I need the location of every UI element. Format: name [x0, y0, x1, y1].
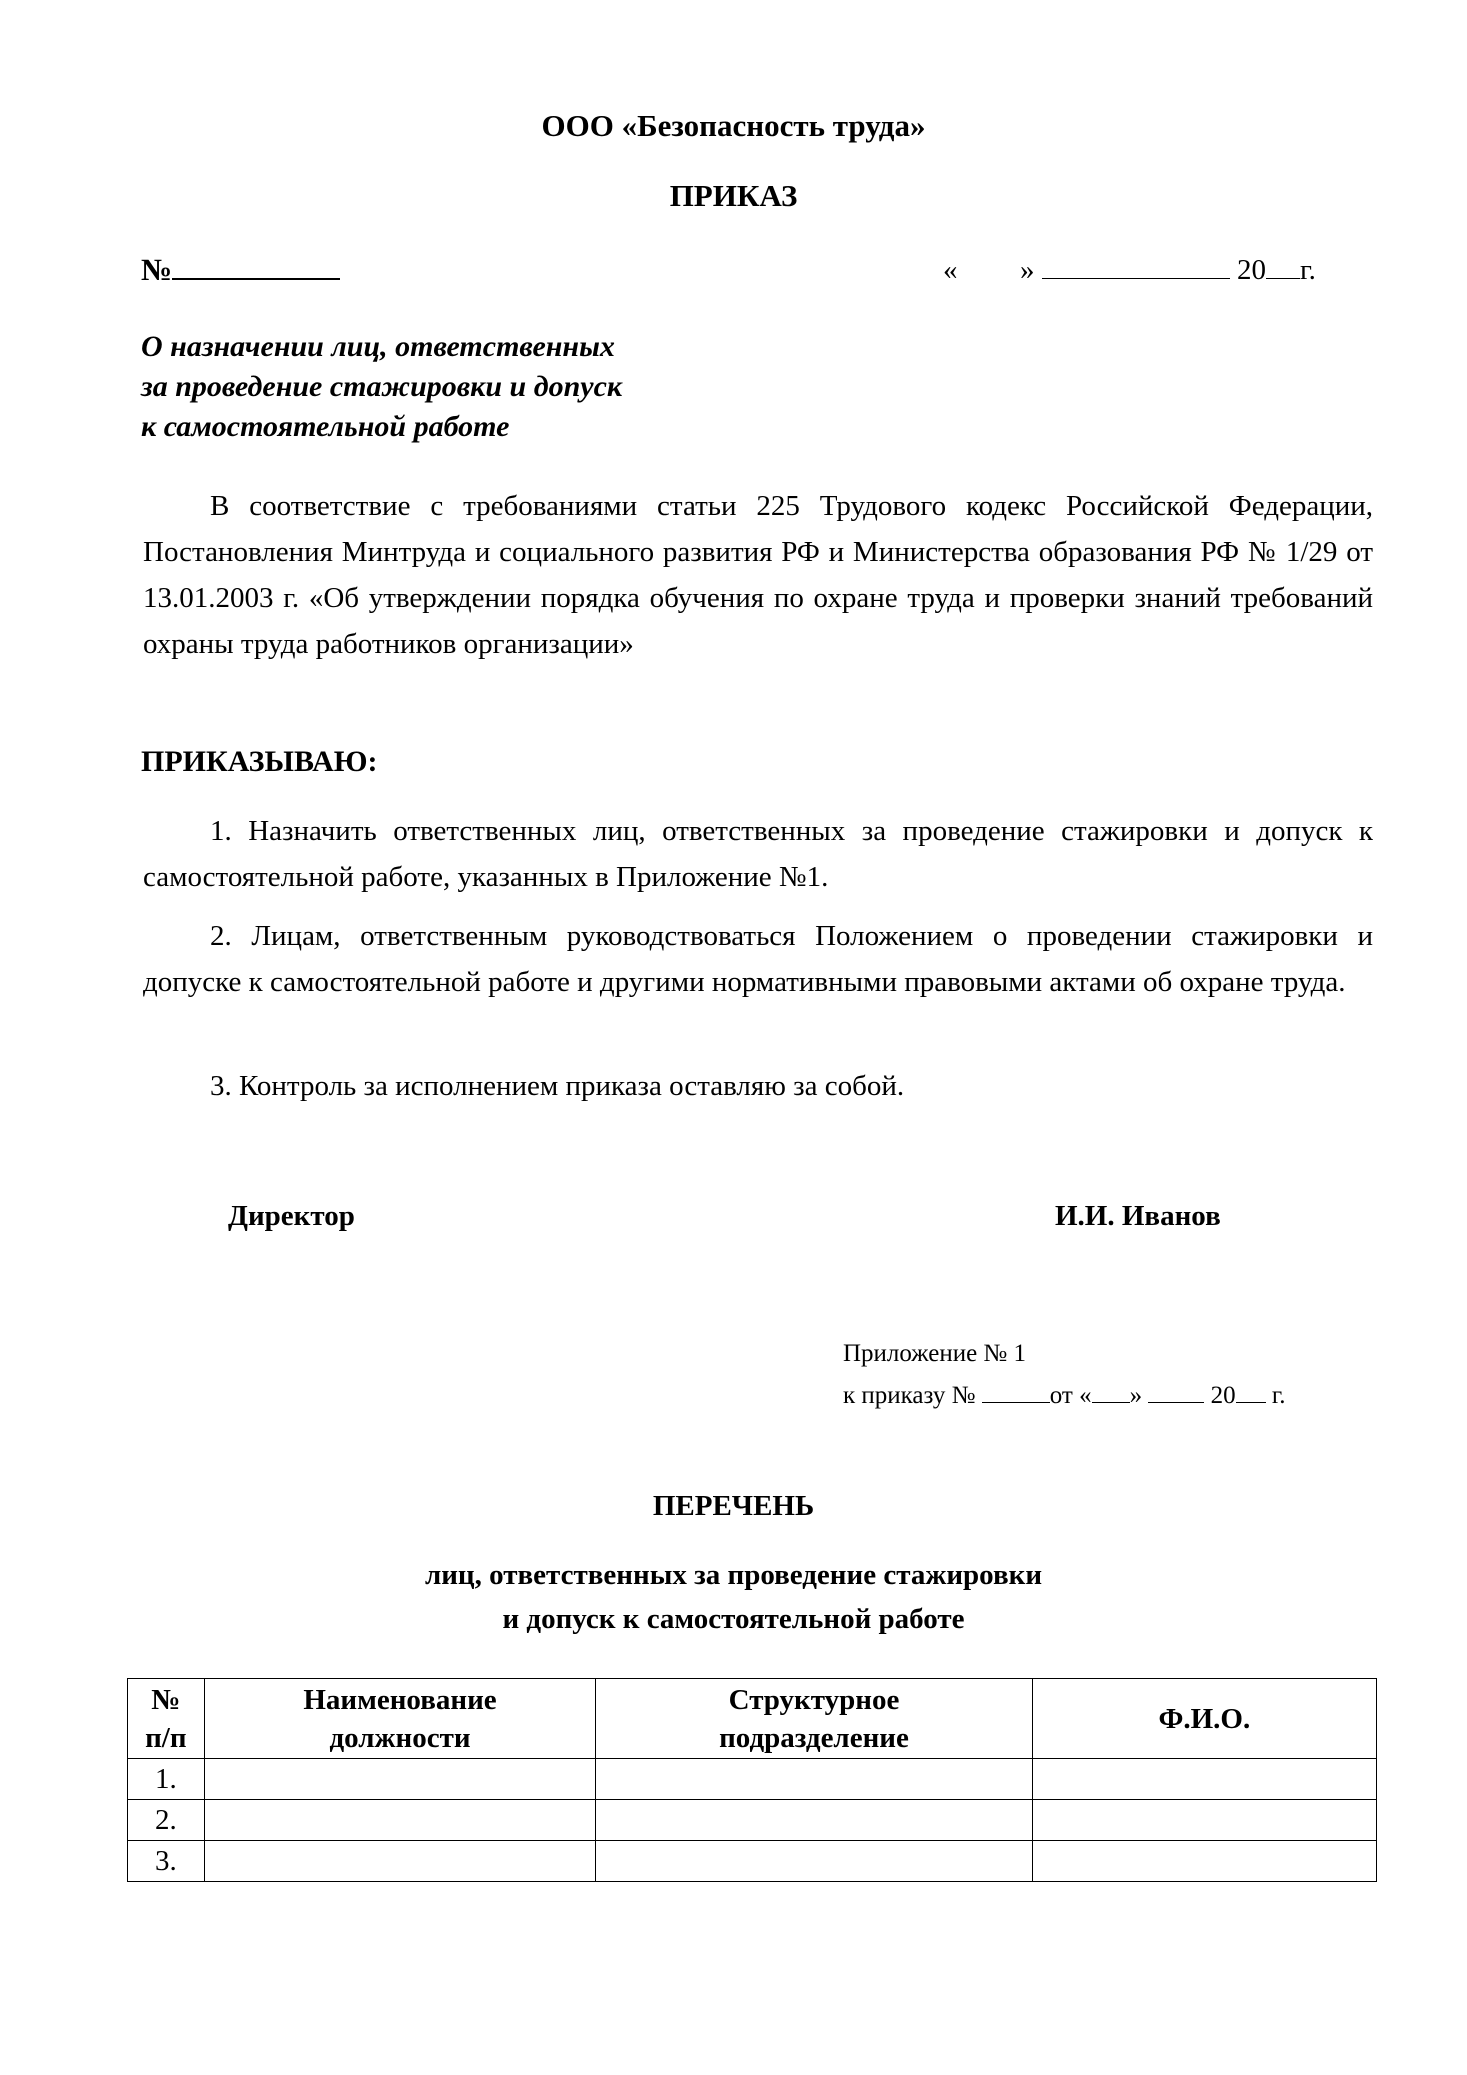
annex-year-blank[interactable] [1236, 1380, 1266, 1403]
annex-label: Приложение № 1 [843, 1340, 1027, 1367]
subject-line: О назначении лиц, ответственных [141, 330, 615, 363]
date-month-blank[interactable] [1042, 252, 1230, 279]
order-item [143, 1063, 1373, 1109]
column-header-line: должности [329, 1721, 471, 1754]
cell-full-name[interactable] [1032, 1759, 1376, 1800]
order-number-line [141, 252, 340, 288]
order-heading: ПРИКАЗЫВАЮ: [141, 745, 378, 778]
table-row [128, 1800, 1377, 1841]
cell-number: 3. [128, 1841, 205, 1882]
cell-full-name[interactable] [1032, 1841, 1376, 1882]
annex-from-label: от « [1049, 1382, 1092, 1409]
column-header-line: Наименование [303, 1683, 497, 1716]
column-header-line: Ф.И.О. [1158, 1702, 1251, 1735]
cell-department[interactable] [596, 1841, 1032, 1882]
column-header-position [204, 1679, 596, 1759]
date-year-blank[interactable] [1266, 252, 1300, 279]
cell-number: 2. [128, 1800, 205, 1841]
cell-position[interactable] [204, 1800, 596, 1841]
date-day-blank[interactable] [965, 252, 1013, 279]
annex-reference-line [843, 1380, 1286, 1410]
organization-name: ООО «Безопасность труда» [541, 108, 926, 143]
order-date-line [943, 252, 1316, 287]
signatory-name: И.И. Иванов [1055, 1200, 1221, 1232]
table-row [128, 1759, 1377, 1800]
date-close-quote: » [1020, 254, 1035, 286]
order-subject [141, 327, 841, 447]
date-year-suffix: г. [1300, 254, 1316, 286]
responsible-persons-table [127, 1678, 1377, 1882]
column-header-number [128, 1679, 205, 1759]
annex-order-prefix: к приказу № [843, 1382, 976, 1409]
column-header-department [596, 1679, 1032, 1759]
order-item [143, 808, 1373, 900]
annex-close-quote: » [1129, 1382, 1143, 1409]
list-title: ПЕРЕЧЕНЬ [652, 1490, 815, 1522]
date-open-quote: « [943, 254, 958, 286]
order-item-text: 2. Лицам, ответственным руководствоваться Положением о проведении стажировки и допуске к самостоятельной работе и другими нормативными правовыми актами об охране труда. [143, 920, 1373, 998]
annex-day-blank[interactable] [1092, 1380, 1130, 1403]
cell-department[interactable] [596, 1759, 1032, 1800]
column-header-line: подразделение [719, 1721, 909, 1754]
column-header-full-name [1032, 1679, 1376, 1759]
cell-number: 1. [128, 1759, 205, 1800]
column-header-line: п/п [145, 1721, 187, 1754]
preamble-paragraph [143, 483, 1373, 667]
column-header-line: № [151, 1683, 181, 1716]
order-item-text: 3. Контроль за исполнением приказа оставляю за собой. [210, 1070, 905, 1102]
subject-line: за проведение стажировки и допуск [141, 370, 623, 403]
list-subtitle-line: лиц, ответственных за проведение стажировки [424, 1559, 1043, 1591]
cell-department[interactable] [596, 1800, 1032, 1841]
preamble-text: В соответствие с требованиями статьи 225 Трудового кодекс Российской Федерации, Постановления Минтруда и социального развития РФ и Министерства образования РФ № 1/29 от 13.01.2003 г. «Об утверждении порядка обучения по охране труда и проверки знаний требований охраны труда работников организации» [143, 490, 1373, 660]
cell-position[interactable] [204, 1841, 596, 1882]
signatory-role: Директор [228, 1200, 355, 1232]
cell-full-name[interactable] [1032, 1800, 1376, 1841]
order-item-text: 1. Назначить ответственных лиц, ответственных за проведение стажировки и допуск к самостоятельной работе, указанных в Приложение №1. [143, 815, 1373, 893]
list-subtitle-line: и допуск к самостоятельной работе [502, 1603, 965, 1635]
subject-line: к самостоятельной работе [141, 410, 510, 443]
order-number-blank[interactable] [172, 252, 340, 280]
list-subtitle [0, 1553, 1467, 1641]
table-row [128, 1841, 1377, 1882]
date-year-prefix: 20 [1237, 254, 1266, 286]
annex-order-number-blank[interactable] [982, 1380, 1050, 1403]
document-type-title: ПРИКАЗ [669, 178, 798, 213]
annex-year-prefix: 20 [1210, 1382, 1236, 1409]
column-header-line: Структурное [728, 1683, 900, 1716]
annex-month-blank[interactable] [1148, 1380, 1204, 1403]
table-header-row [128, 1679, 1377, 1759]
order-item [143, 913, 1373, 1005]
cell-position[interactable] [204, 1759, 596, 1800]
annex-year-suffix: г. [1271, 1382, 1286, 1409]
number-label: № [141, 252, 173, 287]
